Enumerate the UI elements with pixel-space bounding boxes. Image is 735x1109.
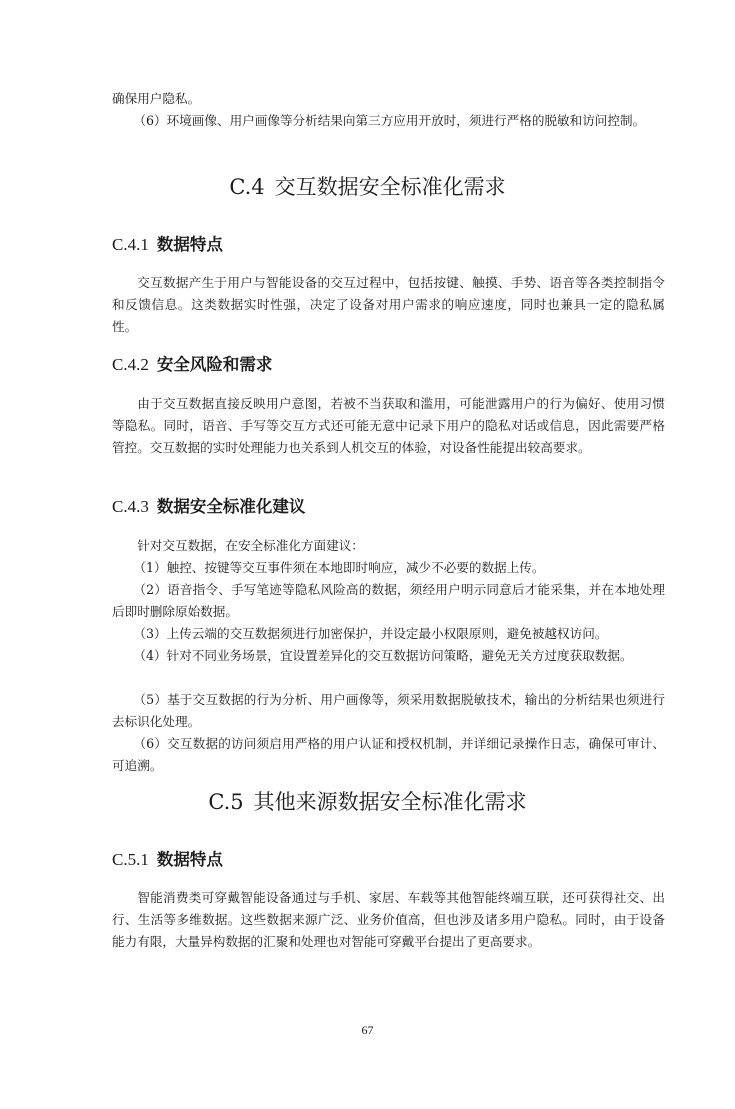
list-item-4: （4）针对不同业务场景，宜设置差异化的交互数据访问策略，避免无关方过度获取数据。 [133, 648, 633, 663]
subsection-number: C.4.3 [112, 497, 149, 516]
list-item-prev-6: （6）环境画像、用户画像等分析结果向第三方应用开放时，须进行严格的脱敏和访问控制。 [133, 113, 646, 128]
list-item-3: （3）上传云端的交互数据须进行加密保护，并设定最小权限原则，避免被越权访问。 [133, 626, 608, 641]
list-item-5: （5）基于交互数据的行为分析、用户画像等，须采用数据脱敏技术，输出的分析结果也须进行去标识化处理。 [112, 692, 665, 729]
subsection-title: 数据特点 [156, 850, 223, 869]
paragraph-c41: 交互数据产生于用户与智能设备的交互过程中，包括按键、触摸、手势、语音等各类控制指令和反馈信息。这类数据实时性强，决定了设备对用户需求的响应速度，同时也兼具一定的隐私属性。 [112, 275, 665, 334]
page-number: 67 [361, 1023, 374, 1037]
paragraph-continuation: 确保用户隐私。 [112, 91, 201, 106]
section-number: C.5 [208, 790, 244, 814]
list-item-6: （6）交互数据的访问须启用严格的用户认证和授权机制，并详细记录操作日志，确保可审计、可追溯。 [112, 736, 665, 773]
subsection-heading-c42 [112, 352, 665, 378]
paragraph-c42: 由于交互数据直接反映用户意图，若被不当获取和滥用，可能泄露用户的行为偏好、使用习惯等隐私。同时，语音、手写等交互方式还可能无意中记录下用户的隐私对话或信息，因此需要严格管控。交互数据的实时处理能力也关系到人机交互的体验，对设备性能提出较高要求。 [112, 396, 665, 455]
section-number: C.4 [229, 175, 265, 199]
subsection-number: C.4.1 [112, 235, 149, 254]
section-title: 其他来源数据安全标准化需求 [253, 790, 527, 814]
subsection-title: 数据特点 [156, 235, 223, 254]
list-item-2: （2）语音指令、手写笔迹等隐私风险高的数据，须经用户明示同意后才能采集，并在本地处理后即时删除原始数据。 [112, 582, 665, 619]
subsection-heading-c43 [112, 494, 665, 520]
subsection-heading-c41 [112, 232, 665, 258]
section-heading-c5 [0, 787, 735, 817]
subsection-title: 数据安全标准化建议 [156, 497, 306, 516]
subsection-heading-c51 [112, 847, 665, 873]
paragraph-c43-intro: 针对交互数据，在安全标准化方面建议： [137, 538, 364, 553]
subsection-number: C.5.1 [112, 850, 149, 869]
paragraph-c51: 智能消费类可穿戴智能设备通过与手机、家居、车载等其他智能终端互联，还可获得社交、出行、生活等多维数据。这些数据来源广泛、业务价值高，但也涉及诸多用户隐私。同时，由于设备能力有限，大量异构数据的汇聚和处理也对智能可穿戴平台提出了更高要求。 [112, 890, 665, 949]
section-title: 交互数据安全标准化需求 [274, 175, 506, 199]
subsection-number: C.4.2 [112, 355, 149, 374]
subsection-title: 安全风险和需求 [156, 355, 273, 374]
list-item-1: （1）触控、按键等交互事件须在本地即时响应，减少不必要的数据上传。 [133, 560, 545, 575]
section-heading-c4 [0, 172, 735, 202]
